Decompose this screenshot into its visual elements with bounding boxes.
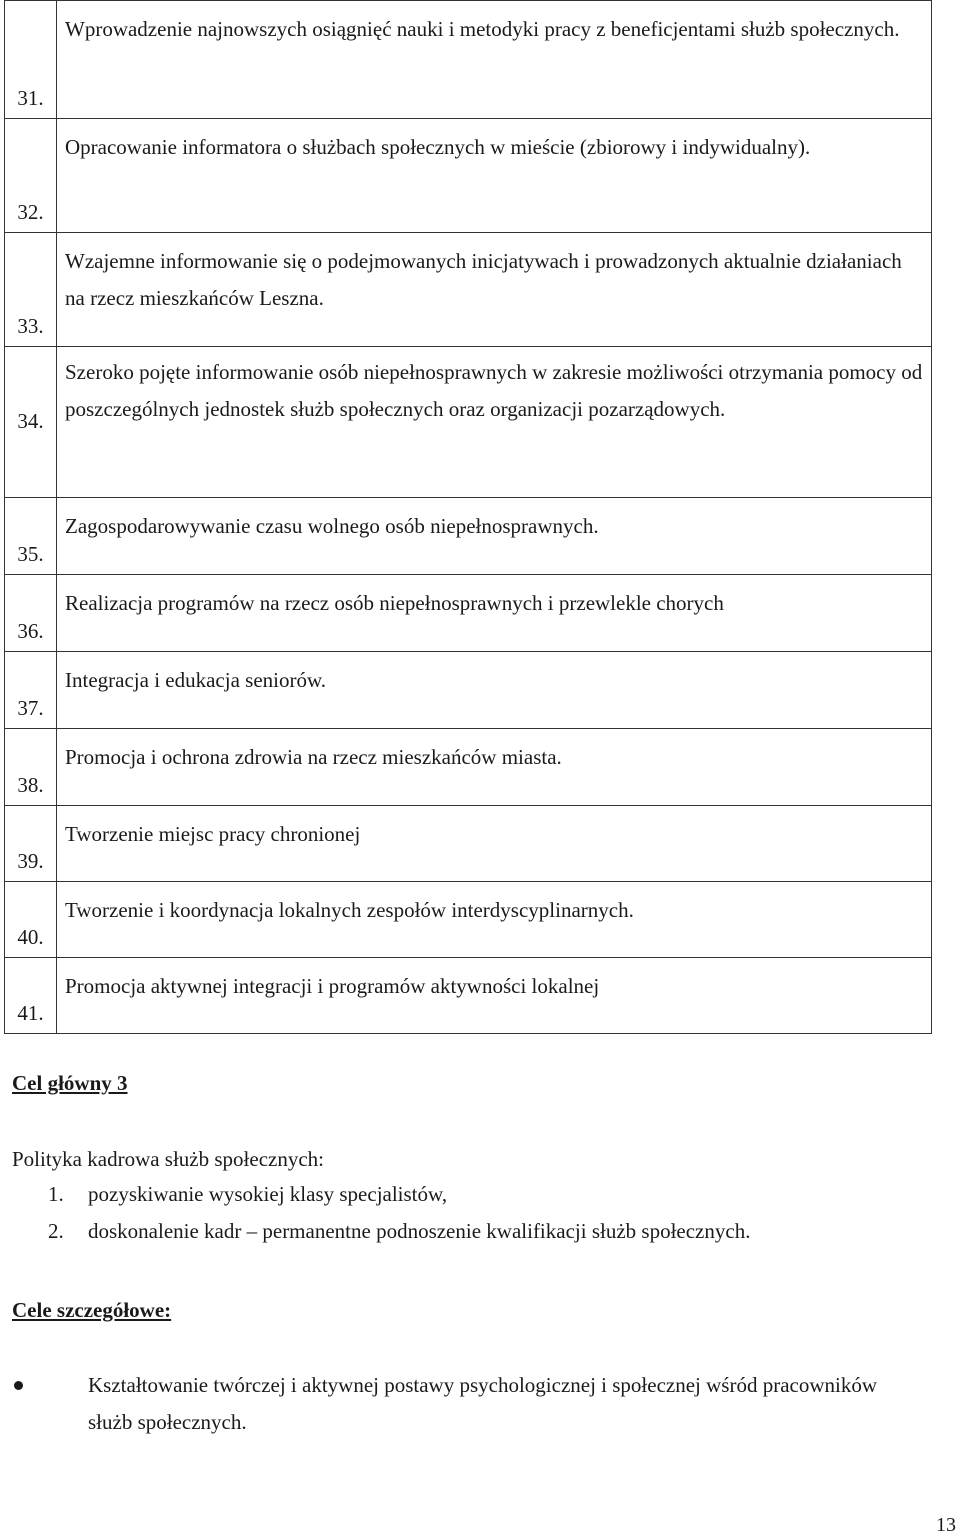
page-number: 13 [936,1514,956,1536]
table-row [5,882,932,958]
row-text: Tworzenie miejsc pracy chronionej [57,806,932,882]
row-text: Integracja i edukacja seniorów. [57,652,932,729]
main-goal-heading: Cel główny 3 [12,1071,128,1095]
row-text: Szeroko pojęte informowanie osób niepełnosprawnych w zakresie możliwości otrzymania pomocy od poszczególnych jednostek służb społecznych oraz organizacji pozarządowych. [57,347,932,498]
row-number: 33. [5,233,57,347]
list-item [0,1213,750,1250]
row-text: Realizacja programów na rzecz osób niepełnosprawnych i przewlekle chorych [57,575,932,652]
row-number: 32. [5,119,57,233]
row-text: Wprowadzenie najnowszych osiągnięć nauki i metodyki pracy z beneficjentami służb społecznych. [57,1,932,119]
row-text: Tworzenie i koordynacja lokalnych zespołów interdyscyplinarnych. [57,882,932,958]
row-number: 40. [5,882,57,958]
row-number: 36. [5,575,57,652]
row-number: 35. [5,498,57,575]
list-item-number: 1. [48,1182,64,1206]
list-item-number: 2. [48,1219,64,1243]
row-number: 31. [5,1,57,119]
bullet-icon [14,1381,23,1390]
table-row [5,575,932,652]
row-number: 39. [5,806,57,882]
row-text: Wzajemne informowanie się o podejmowanych inicjatywach i prowadzonych aktualnie działaniach na rzecz mieszkańców Leszna. [57,233,932,347]
row-text: Opracowanie informatora o służbach społecznych w mieście (zbiorowy i indywidualny). [57,119,932,233]
table-row [5,498,932,575]
table-row [5,729,932,806]
table-row [5,652,932,729]
table-row [5,119,932,233]
staff-policy-intro: Polityka kadrowa służb społecznych: [12,1147,325,1171]
list-item-text: Kształtowanie twórczej i aktywnej postawy psychologicznej i społecznej wśród pracowników służb społecznych. [88,1373,878,1434]
row-number: 38. [5,729,57,806]
row-number: 37. [5,652,57,729]
table-row [5,806,932,882]
table-row [5,958,932,1034]
detailed-goals-list [0,1367,940,1441]
list-item-text: doskonalenie kadr – permanentne podnoszenie kwalifikacji służb społecznych. [88,1219,751,1243]
table-row [5,233,932,347]
list-item-text: pozyskiwanie wysokiej klasy specjalistów, [88,1182,448,1206]
row-text: Promocja aktywnej integracji i programów aktywności lokalnej [57,958,932,1034]
table-row [5,347,932,498]
row-text: Promocja i ochrona zdrowia na rzecz mieszkańców miasta. [57,729,932,806]
row-number: 34. [5,347,57,498]
tasks-table [4,0,932,1034]
row-text: Zagospodarowywanie czasu wolnego osób niepełnosprawnych. [57,498,932,575]
staff-policy-list [0,1176,750,1250]
row-number: 41. [5,958,57,1034]
list-item [0,1176,750,1213]
detailed-goals-heading: Cele szczegółowe: [12,1298,172,1322]
table-row [5,1,932,119]
